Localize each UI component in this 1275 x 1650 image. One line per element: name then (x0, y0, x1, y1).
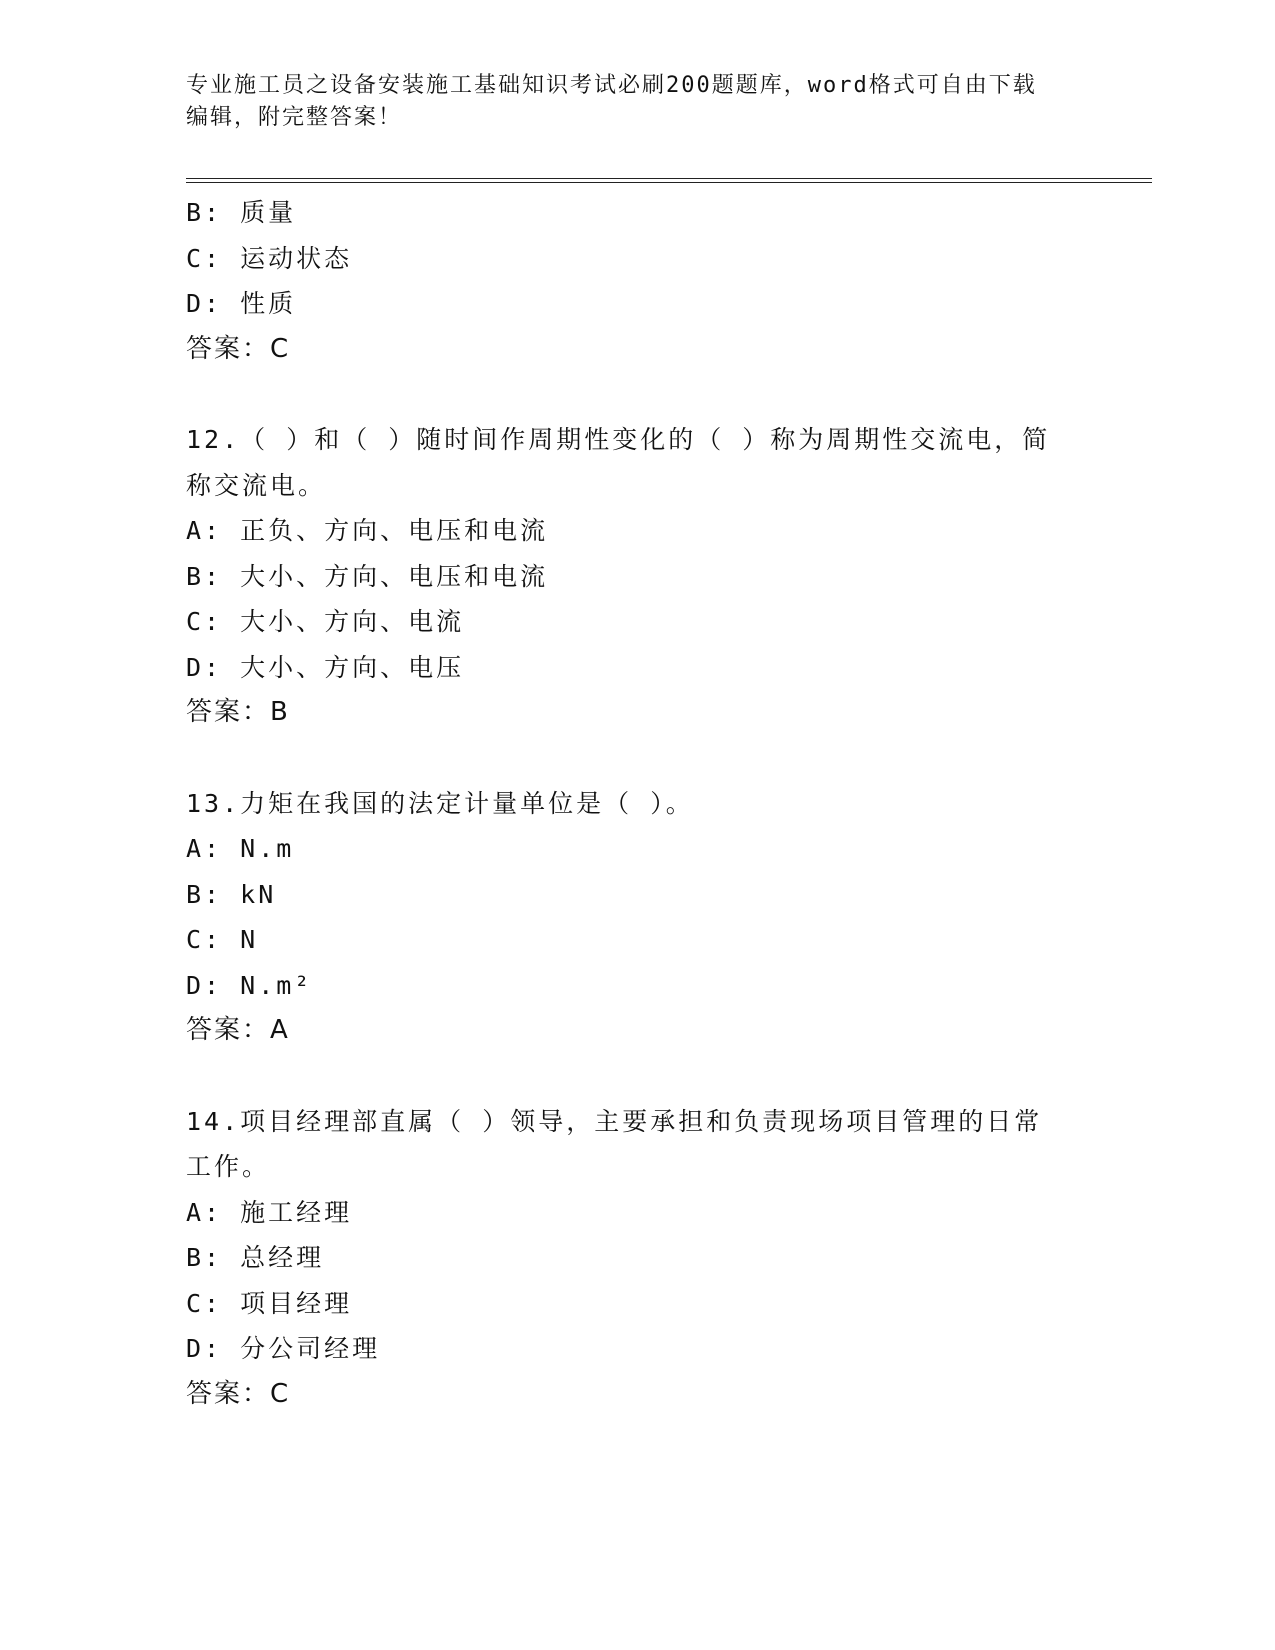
answer-line: 答案：B (186, 697, 290, 727)
question-stem-line-1: 14.项目经理部直属（ ）领导，主要承担和负责现场项目管理的日常 (186, 1106, 1043, 1136)
document-header (186, 70, 1066, 134)
question-stem-line-1: 12.（ ）和（ ）随时间作周期性变化的（ ）称为周期性交流电，简 (186, 425, 1051, 454)
answer-line: 答案：C (186, 1378, 291, 1409)
option-c: C: N (186, 925, 259, 954)
option-a: A: 施工经理 (186, 1197, 353, 1227)
header-divider-top (186, 178, 1152, 179)
header-title-line-2: 编辑，附完整答案！ (186, 105, 403, 130)
question-stem-line-2: 称交流电。 (186, 470, 327, 500)
option-b: B: 总经理 (186, 1243, 325, 1272)
question-12 (186, 417, 1086, 736)
question-spacer (186, 372, 1086, 417)
option-b: B: 质量 (186, 198, 297, 227)
option-b: B: kN (186, 879, 277, 909)
option-b: B: 大小、方向、电压和电流 (186, 561, 549, 591)
header-divider-bottom (186, 182, 1152, 183)
option-a: A: N.m (186, 834, 295, 863)
option-c: C: 项目经理 (186, 1288, 353, 1318)
answer-line: 答案：A (186, 1015, 290, 1045)
question-13 (186, 781, 1086, 1054)
question-spacer (186, 1054, 1086, 1099)
option-c: C: 大小、方向、电流 (186, 607, 465, 636)
header-title-line-1: 专业施工员之设备安装施工基础知识考试必刷200题题库，word格式可自由下载 (186, 73, 1037, 98)
option-d: D: 分公司经理 (186, 1334, 381, 1363)
question-spacer (186, 736, 1086, 781)
option-a: A: 正负、方向、电压和电流 (186, 516, 549, 545)
option-d: D: N.m² (186, 970, 313, 1000)
option-d: D: 性质 (186, 289, 297, 318)
question-11-continued (186, 190, 1086, 372)
question-list (186, 190, 1086, 1417)
option-c: C: 运动状态 (186, 243, 353, 273)
answer-line: 答案：C (186, 333, 291, 364)
question-stem-line-1: 13.力矩在我国的法定计量单位是（ ）。 (186, 788, 694, 818)
option-d: D: 大小、方向、电压 (186, 652, 465, 682)
question-14 (186, 1099, 1086, 1418)
question-stem-line-2: 工作。 (186, 1152, 271, 1181)
